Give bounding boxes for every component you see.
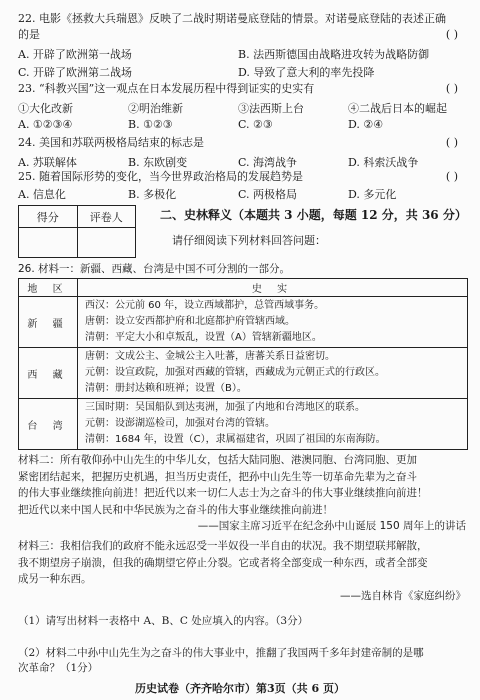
header-region: 地 区 [19,279,78,297]
grader-label: 评卷人 [77,206,136,228]
score-box [18,205,136,258]
q22-option-d: D. 导致了意大利的率先投降 [238,66,375,79]
q24-answer-paren: ( ) [445,136,458,149]
q25-stem: 25. 随着国际形势的变化，当今世界政治格局的发展趋势是 [18,170,303,183]
q25-option-b: B. 多极化 [128,188,177,201]
page-footer: 历史试卷（齐齐哈尔市）第3页（共 6 页） [135,682,345,695]
region-xinjiang: 新 疆 [19,297,78,348]
q23-option-c: C. ②③ [238,118,273,131]
material-three-source: ——选自林肯《家庭纠纷》 [340,589,466,602]
tibet-fact: 元朝：设宣政院，加强对西藏的管辖，西藏成为元朝正式的行政区。 [85,367,385,378]
q24-stem: 24. 美国和苏联两极格局结束的标志是 [18,136,204,149]
q25-option-a: A. 信息化 [18,188,66,201]
material-three-line: 我不期望房子崩溃，但我的确期望它停止分裂。它或者将全部变成一种东西，或者全部变 [18,556,428,569]
q23-option-d: D. ②④ [348,118,384,131]
score-label: 得分 [19,206,78,228]
section-two-instruction: 请仔细阅读下列材料回答问题： [172,234,326,247]
q22-option-b: B. 法西斯德国由战略进攻转为战略防御 [238,48,430,61]
taiwan-facts [78,399,468,450]
q22-option-c: C. 开辟了欧洲第二战场 [18,66,133,79]
q24-option-c: C. 海湾战争 [238,156,298,169]
q22-option-a: A. 开辟了欧洲第一战场 [18,48,132,61]
xinjiang-fact: 唐朝：设立安西都护府和北庭都护府管辖西域。 [85,316,295,327]
taiwan-fact: 三国时期：吴国船队到达夷洲，加强了内地和台湾地区的联系。 [85,402,365,413]
q22-stem-line1: 22. 电影《拯救大兵瑞恩》反映了二战时期诺曼底登陆的情景。对诺曼底登陆的表述正确 [18,12,446,25]
material-three-line: 材料三：我相信我们的政府不能永远忍受一半奴役一半自由的状况。我不期望联邦解散， [18,540,428,552]
q26-sub-question-2-line2: 次革命？（1分） [18,662,99,674]
q25-answer-paren: ( ) [445,170,458,183]
material-two [18,452,466,535]
material-three [18,538,466,604]
q26-material-one: 26. 材料一：新疆、西藏、台湾是中国不可分割的一部分。 [18,263,291,275]
q24-option-a: A. 苏联解体 [18,156,77,169]
xinjiang-fact: 清朝：平定大小和卓叛乱，设置（A）管辖新疆地区。 [85,332,322,343]
q26-sub-question-1: （1）请写出材料一表格中 A、B、C 处应填入的内容。（3分） [18,615,309,627]
material-two-line: 把近代以来中国人民和中华民族为之奋斗的伟大事业继续推向前进！ [18,503,333,516]
section-two-title: 二、史林释义（本题共 3 小题，每题 12 分，共 36 分） [160,208,467,222]
q23-item-4: ④二战后日本的崛起 [348,102,447,115]
q23-option-a: A. ①②③④ [18,118,73,131]
q22-stem-line2: 的是 [18,28,40,41]
q23-option-b: B. ①②③ [128,118,173,131]
xinjiang-fact: 西汉：公元前 60 年，设立西域都护，总管西域事务。 [85,300,325,311]
material-two-line: 材料二：所有敬仰孙中山先生的中华儿女，包括大陆同胞、港澳同胞、台湾同胞、 [18,454,396,466]
q26-sub-question-2-line1: （2）材料二中孙中山先生为之奋斗的伟大事业中，推翻了我国两千多年封建帝制的是哪 [18,647,424,659]
material-two-line: 的伟大事业继续推向前进！把近代以来一切仁人志士为之奋斗的伟大事业继续推向前进！ [18,487,428,499]
q24-option-d: D. 科索沃战争 [348,156,419,169]
header-history: 史 实 [78,279,468,297]
region-tibet: 西 藏 [19,348,78,399]
material-one-table [18,278,468,450]
score-cell [19,228,78,258]
taiwan-fact: 元朝：设澎湖巡检司，加强对台湾的管辖。 [85,418,275,429]
material-two-source: ——国家主席习近平在纪念孙中山诞辰 150 周年上的讲话 [197,520,466,532]
q23-stem: 23. “科教兴国”这一观点在日本发展历程中得到证实的史实有 [18,82,315,95]
tibet-fact: 唐朝：文成公主、金城公主入吐蕃，唐蕃关系日益密切。 [85,351,335,362]
tibet-fact: 清朝：册封达赖和班禅；设置（B）。 [85,383,247,394]
q25-option-d: D. 多元化 [348,188,397,201]
q23-answer-paren: ( ) [445,82,458,95]
xinjiang-facts [78,297,468,348]
material-three-line: 成另一种东西。 [18,573,92,585]
q25-option-c: C. 两极格局 [238,188,298,201]
material-two-line: 紧密团结起来，把握历史机遇，担当历史责任，把孙中山先生等一切革命先辈为之奋斗 [18,470,417,483]
material-two-line-end: 更加 [396,454,417,466]
q23-item-2: ②明治维新 [128,102,183,115]
grader-cell [77,228,136,258]
region-taiwan: 台 湾 [19,399,78,450]
q22-answer-paren: ( ) [445,28,458,41]
q23-item-1: ①大化改新 [18,102,73,115]
q24-option-b: B. 东欧剧变 [128,156,188,169]
taiwan-fact: 清朝：1684 年，设置（C），隶属福建省，巩固了祖国的东南海防。 [85,434,386,445]
tibet-facts [78,348,468,399]
q23-item-3: ③法西斯上台 [238,102,304,115]
